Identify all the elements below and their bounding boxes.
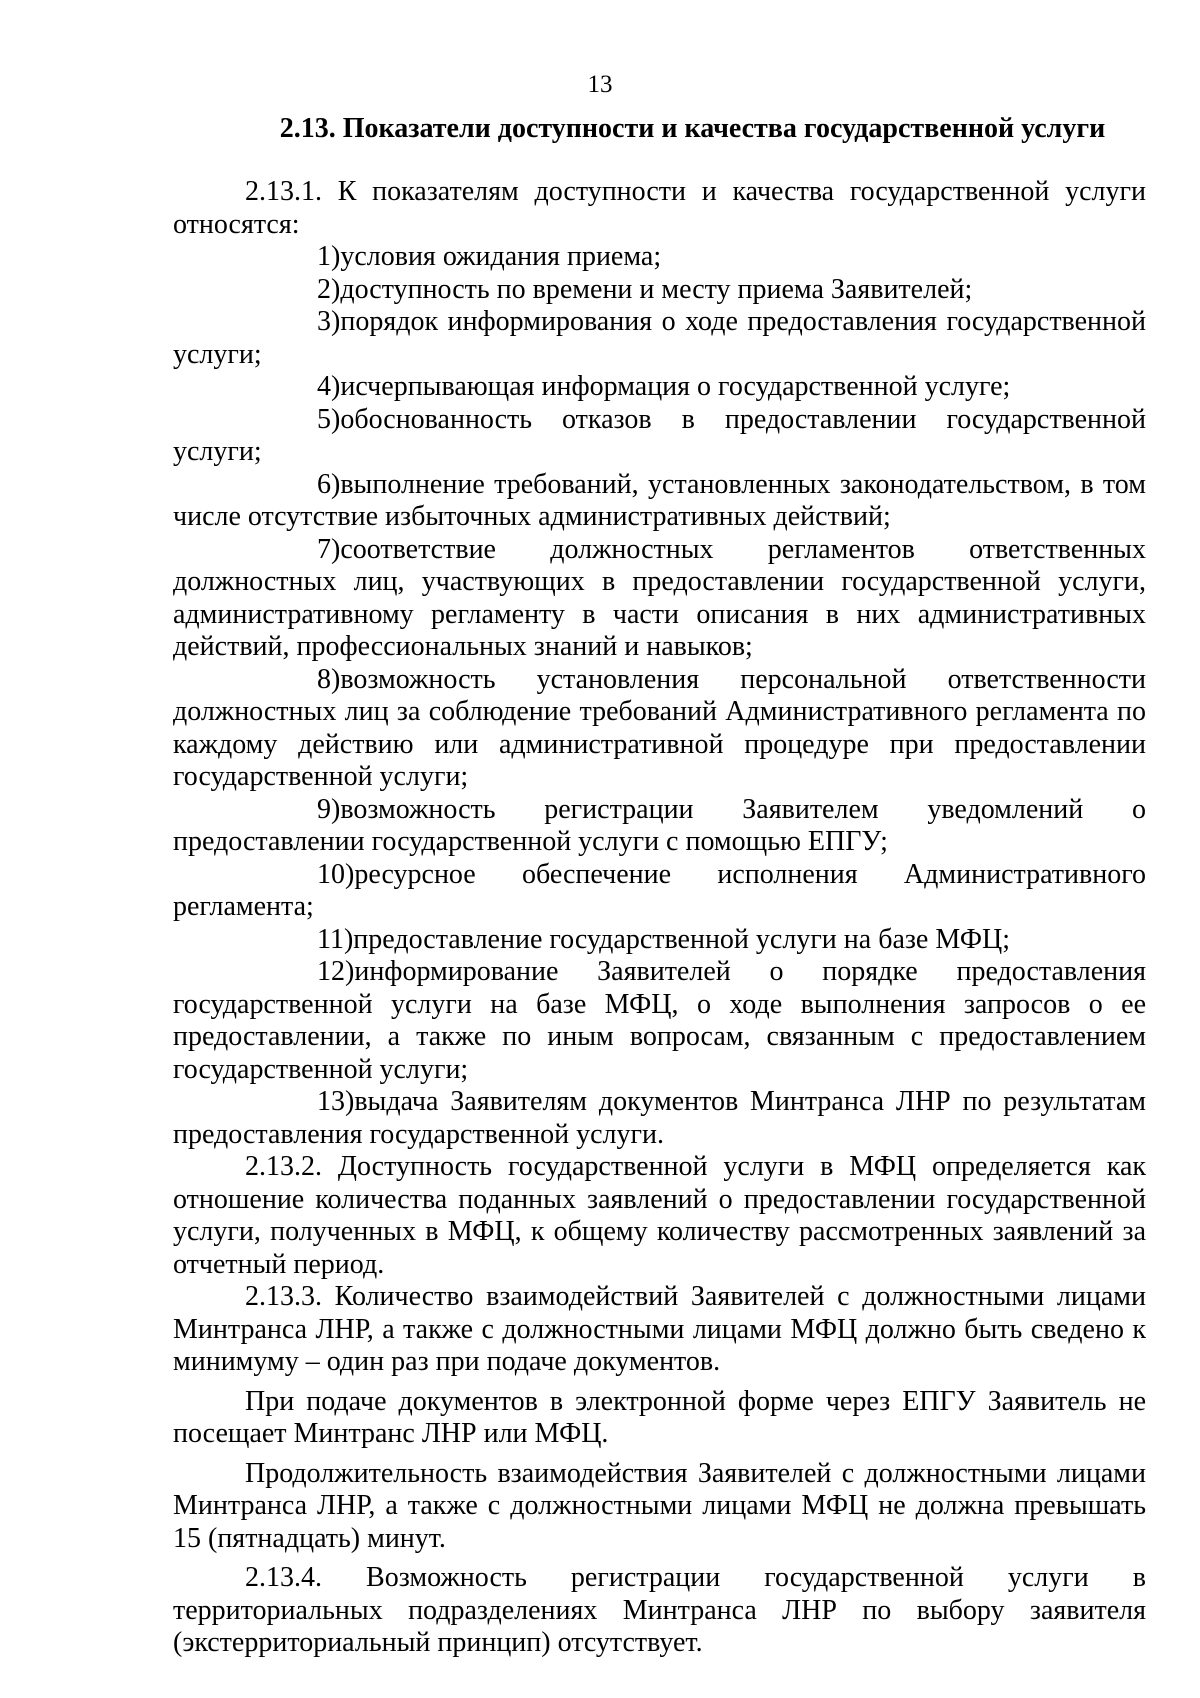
list-item-text: возможность регистрации Заявителем уведомлений о предоставлении государственной услуги с помощью ЕПГУ;	[173, 793, 1146, 857]
paragraph-epgu: При подаче документов в электронной форме через ЕПГУ Заявитель не посещает Минтранс ЛНР или МФЦ.	[173, 1385, 1146, 1449]
list-item	[173, 371, 1146, 404]
list-item-number: 7)	[317, 533, 341, 565]
list-item	[173, 241, 1146, 274]
list-item-text: ресурсное обеспечение исполнения Административного регламента;	[173, 858, 1146, 922]
list-item	[173, 534, 1146, 664]
list-item-number: 5)	[317, 403, 341, 435]
list-item	[173, 664, 1146, 794]
list-item	[173, 859, 1146, 924]
list-item-number: 6)	[317, 468, 341, 500]
list-item-text: порядок информирования о ходе предоставления государственной услуги;	[173, 306, 1146, 370]
criteria-list	[173, 241, 1146, 1151]
list-item-text: предоставление государственной услуги на базе МФЦ;	[353, 923, 1011, 955]
list-item-number: 1)	[317, 241, 341, 272]
section-heading: 2.13. Показатели доступности и качества государственной услуги	[279, 113, 1106, 144]
list-item	[173, 794, 1146, 859]
paragraph-2-13-4: 2.13.4. Возможность регистрации государственной услуги в территориальных подразделениях Минтранса ЛНР по выбору заявителя (экстерриториальный принцип) отсутствует.	[173, 1562, 1146, 1658]
list-item-number: 11)	[317, 923, 354, 955]
list-item-text: доступность по времени и месту приема Заявителей;	[340, 273, 973, 305]
list-item-text: выполнение требований, установленных законодательством, в том числе отсутствие избыточных административных действий;	[173, 468, 1146, 532]
list-item-text: соответствие должностных регламентов ответственных должностных лиц, участвующих в предоставлении государственной услуги, административному регламенту в части описания в них административных действий, профессиональных знаний и навыков;	[173, 533, 1146, 662]
list-item-text: выдача Заявителям документов Минтранса ЛНР по результатам предоставления государственной услуги.	[173, 1086, 1146, 1150]
list-item-number: 12)	[317, 956, 355, 987]
list-item-text: обоснованность отказов в предоставлении государственной услуги;	[173, 403, 1146, 467]
list-item-number: 9)	[317, 793, 341, 825]
paragraph-2-13-2: 2.13.2. Доступность государственной услуги в МФЦ определяется как отношение количества поданных заявлений о предоставлении государственной услуги, полученных в МФЦ, к общему количеству рассмотренных заявлений за отчетный период.	[173, 1151, 1146, 1280]
list-item-text: возможность установления персональной ответственности должностных лиц за соблюдение требований Административного регламента по каждому действию или административной процедуре при предоставлении государственной услуги;	[173, 663, 1146, 792]
list-item-number: 8)	[317, 663, 341, 695]
list-item-text: информирование Заявителей о порядке предоставления государственной услуги на базе МФЦ, о ходе выполнения запросов о ее предоставлении, а также по иным вопросам, связанным с предоставлением государственной услуги;	[173, 956, 1146, 1085]
paragraph-2-13-1: 2.13.1. К показателям доступности и качества государственной услуги относятся:	[173, 176, 1146, 240]
paragraph-2-13-3: 2.13.3. Количество взаимодействий Заявителей с должностными лицами Минтранса ЛНР, а также с должностными лицами МФЦ должно быть сведено к минимуму – один раз при подаче документов.	[173, 1281, 1146, 1377]
list-item-number: 2)	[317, 273, 341, 305]
list-item	[173, 1086, 1146, 1151]
list-item	[173, 924, 1146, 957]
paragraph-duration: Продолжительность взаимодействия Заявителей с должностными лицами Минтранса ЛНР, а также с должностными лицами МФЦ не должна превышать 15 (пятнадцать) минут.	[173, 1457, 1146, 1554]
list-item	[173, 306, 1146, 371]
list-item-text: условия ожидания приема;	[340, 241, 662, 272]
list-item	[173, 469, 1146, 534]
list-item	[173, 404, 1146, 469]
document-body	[173, 112, 1146, 1660]
list-item-number: 3)	[317, 306, 341, 337]
list-item-number: 10)	[317, 858, 355, 890]
list-item	[173, 274, 1146, 307]
list-item-text: исчерпывающая информация о государственной услуге;	[340, 371, 1011, 402]
page-number: 13	[587, 71, 613, 98]
list-item-number: 4)	[317, 371, 341, 402]
list-item	[173, 956, 1146, 1086]
list-item-number: 13)	[317, 1086, 355, 1117]
